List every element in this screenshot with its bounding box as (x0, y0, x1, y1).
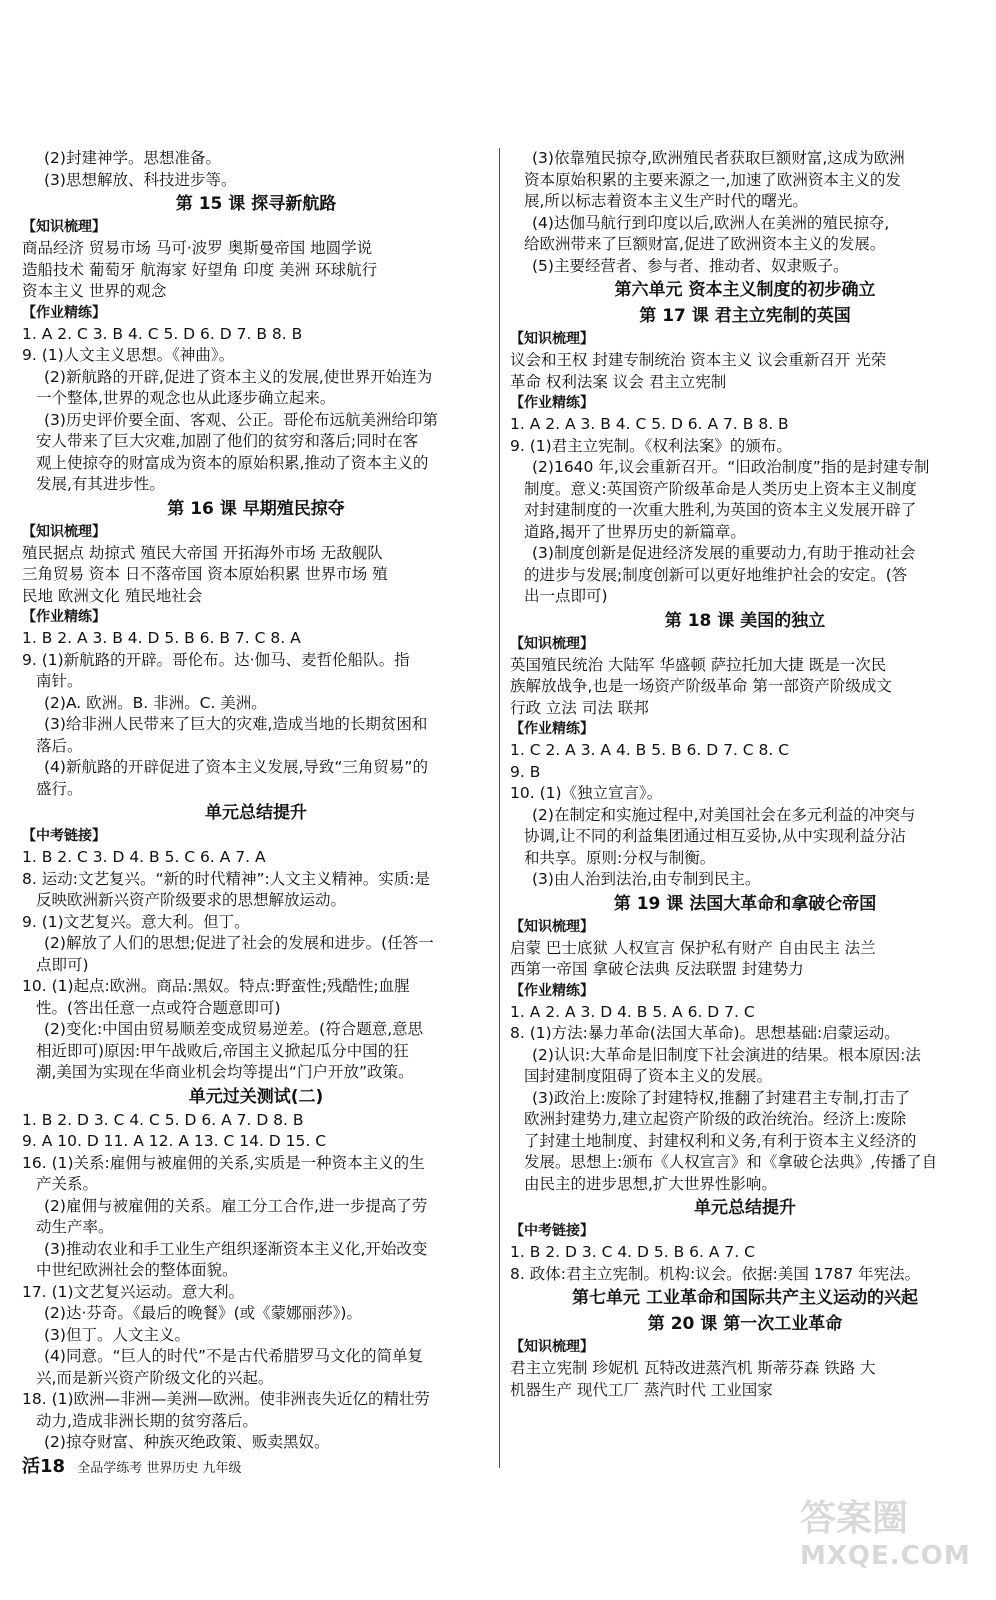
subsection-label: 【作业精练】 (510, 395, 594, 411)
text-line: 1. B 2. D 3. C 4. D 5. B 6. A 7. C (510, 1243, 755, 1261)
left-column (22, 148, 490, 1454)
continuation-line: 兴,而是新兴资产阶级文化的兴起。 (36, 1368, 274, 1387)
text-line: 民地 欧洲文化 殖民地社会 (22, 586, 203, 605)
text-line: 9. (1)君主立宪制。《权利法案》的颁布。 (510, 436, 792, 455)
subsection-label: 【知识梳理】 (510, 635, 594, 652)
subsection-label: 【作业精练】 (510, 982, 594, 999)
answer-line: (2)封建神学。思想准备。 (44, 149, 221, 167)
text-line: 君主立宪制 珍妮机 瓦特改进蒸汽机 斯蒂芬森 铁路 大 (510, 1359, 876, 1377)
continuation-line: 给欧洲带来了巨额财富,促进了欧洲资本主义的发展。 (524, 235, 886, 253)
continuation-line: 盛行。 (36, 779, 83, 798)
subsection-label: 【作业精练】 (22, 304, 106, 321)
text-line: 英国殖民统治 大陆军 华盛顿 萨拉托加大捷 既是一次民 (510, 655, 887, 674)
continuation-line: 出一点即可) (524, 587, 608, 605)
answer-line: (3)政治上:废除了封建特权,推翻了封建君主专制,打击了 (532, 1088, 911, 1107)
section-heading: 第 16 课 早期殖民掠夺 (167, 498, 345, 519)
text-line: 8. (1)方法:暴力革命(法国大革命)。思想基础:启蒙运动。 (510, 1024, 900, 1042)
watermark-text: 答案圈 (800, 1497, 909, 1539)
continuation-line: 潮,美国为实现在华商业机会均等提出“门户开放”政策。 (36, 1063, 414, 1081)
subsection-label: 【知识梳理】 (510, 918, 594, 935)
section-heading: 第 19 课 法国大革命和拿破仑帝国 (613, 893, 877, 914)
answer-line: (4)达伽马航行到印度以后,欧洲人在美洲的殖民掠夺, (532, 213, 890, 232)
continuation-line: 发展,有其进步性。 (36, 475, 165, 493)
continuation-line: 协调,让不同的利益集团通过相互妥协,从中实现利益分沾 (524, 827, 906, 845)
text-line: 1. B 2. C 3. D 4. B 5. C 6. A 7. A (22, 848, 266, 866)
answer-line: (2)认识:大革命是旧制度下社会演进的结果。根本原因:法 (532, 1045, 921, 1064)
page-footer (22, 1452, 241, 1478)
text-line: 8. 运动:文艺复兴。“新的时代精神”:人文主义精神。实质:是 (22, 869, 430, 888)
text-line: 9. (1)文艺复兴。意大利。但丁。 (22, 912, 250, 931)
text-line: 行政 立法 司法 联邦 (510, 698, 649, 717)
continuation-line: 相近即可)原因:甲午战败后,帝国主义掀起瓜分中国的狂 (36, 1041, 409, 1060)
section-heading: 第 17 课 君主立宪制的英国 (639, 306, 851, 326)
subsection-label: 【知识梳理】 (510, 331, 594, 347)
subsection-label: 【中考链接】 (22, 828, 106, 844)
text-line: 1. B 2. A 3. B 4. D 5. B 6. B 7. C 8. A (22, 629, 301, 647)
answer-line: (3)由人治到法治,由专制到民主。 (532, 870, 761, 888)
text-line: 1. A 2. C 3. B 4. C 5. D 6. D 7. B 8. B (22, 324, 303, 343)
text-line: 议会和王权 封建专制统治 资本主义 议会重新召开 光荣 (510, 351, 887, 369)
text-line: 8. 政体:君主立宪制。机构:议会。依据:美国 1787 年宪法。 (510, 1264, 921, 1283)
continuation-line: 反映欧洲新兴资产阶级要求的思想解放运动。 (36, 891, 347, 909)
text-line: 造船技术 葡萄牙 航海家 好望角 印度 美洲 环球航行 (22, 260, 378, 279)
column-divider (499, 148, 500, 1468)
continuation-line: 观上使掠夺的财富成为资本的原始积累,推动了资本主义的 (36, 453, 429, 472)
section-heading: 第 18 课 美国的独立 (664, 610, 826, 631)
text-line: 10. (1)起点:欧洲。商品:黑奴。特点:野蛮性;残酷性;血腥 (22, 977, 410, 995)
watermark-url: MXQE.COM (800, 1541, 971, 1571)
text-line: 17. (1)文艺复兴运动。意大利。 (22, 1282, 245, 1301)
continuation-line: 中世纪欧洲社会的整体面貌。 (36, 1261, 238, 1279)
watermark-logo (800, 1490, 980, 1585)
continuation-line: 一个整体,世界的观念也从此逐步确立起来。 (36, 389, 336, 407)
continuation-line: 制度。意义:英国资产阶级革命是人类历史上资本主义制度 (524, 479, 917, 498)
continuation-line: 和共享。原则:分权与制衡。 (524, 848, 716, 867)
continuation-line: 了封建土地制度、封建权利和义务,有利于资本主义经济的 (524, 1131, 917, 1150)
text-line: 启蒙 巴士底狱 人权宣言 保护私有财产 自由民主 法兰 (510, 938, 876, 957)
book-title: 全品学练考 世界历史 九年级 (77, 1461, 242, 1476)
answer-line: (3)历史评价要全面、客观、公正。哥伦布远航美洲给印第 (44, 410, 438, 429)
continuation-line: 性。(答出任意一点或符合题意即可) (36, 998, 281, 1017)
subsection-label: 【作业精练】 (510, 721, 594, 737)
continuation-line: 道路,揭开了世界历史的新篇章。 (524, 522, 746, 541)
continuation-line: 对封建制度的一次重大胜利,为英国的资本主义发展开辟了 (524, 501, 917, 519)
continuation-line: 展,所以标志着资本主义生产时代的曙光。 (524, 192, 808, 210)
continuation-line: 产关系。 (36, 1175, 99, 1193)
text-line: 商品经济 贸易市场 马可·波罗 奥斯曼帝国 地圆学说 (22, 239, 373, 257)
answer-line: (2)新航路的开辟,促进了资本主义的发展,使世界开始连为 (44, 367, 433, 386)
answer-line: (2)掠夺财富、种族灭绝政策、贩卖黑奴。 (44, 1433, 330, 1451)
text-line: 9. B (510, 762, 541, 781)
continuation-line: 动力,造成非洲长期的贫穷落后。 (36, 1411, 258, 1430)
text-line: 1. B 2. D 3. C 4. C 5. D 6. A 7. D 8. B (22, 1110, 304, 1129)
text-line: 1. C 2. A 3. A 4. B 5. B 6. D 7. C 8. C (510, 741, 790, 759)
subsection-label: 【作业精练】 (22, 609, 106, 625)
continuation-line: 国封建制度阻碍了资本主义的发展。 (524, 1067, 773, 1085)
answer-line: (3)思想解放、科技进步等。 (44, 170, 237, 189)
answer-line: (5)主要经营者、参与者、推动者、奴隶贩子。 (532, 256, 849, 275)
text-line: 9. A 10. D 11. A 12. A 13. C 14. D 15. C (22, 1132, 327, 1150)
text-line: 9. (1)新航路的开辟。哥伦布。达·伽马、麦哲伦船队。指 (22, 650, 410, 669)
text-line: 16. (1)关系:雇佣与被雇佣的关系,实质是一种资本主义的生 (22, 1153, 425, 1172)
text-line: 族解放战争,也是一场资产阶级革命 第一部资产阶级成文 (510, 677, 892, 695)
continuation-line: 资本原始积累的主要来源之一,加速了欧洲资本主义的发 (524, 170, 901, 189)
text-line: 资本主义 世界的观念 (22, 282, 167, 300)
answer-line: (2)达·芬奇。《最后的晚餐》(或《蒙娜丽莎》)。 (44, 1304, 362, 1322)
subsection-label: 【知识梳理】 (510, 1339, 594, 1355)
answer-line: (4)同意。“巨人的时代”不是古代希腊罗马文化的简单复 (44, 1347, 424, 1365)
text-line: 18. (1)欧洲—非洲—美洲—欧洲。使非洲丧失近亿的精壮劳 (22, 1390, 431, 1408)
continuation-line: 由民主的进步思想,扩大世界性影响。 (524, 1174, 777, 1193)
answer-line: (2)雇佣与被雇佣的关系。雇工分工合作,进一步提高了劳 (44, 1196, 428, 1215)
answer-line: (2)在制定和实施过程中,对美国社会在多元利益的冲突与 (532, 805, 916, 824)
answer-line: (3)推动农业和手工业生产组织逐渐资本主义化,开始改变 (44, 1239, 428, 1258)
text-line: 1. A 2. A 3. B 4. C 5. D 6. A 7. B 8. B (510, 415, 789, 433)
continuation-line: 点即可) (36, 955, 89, 974)
answer-line: (3)但丁。人文主义。 (44, 1325, 190, 1344)
continuation-line: 发展。思想上:颁布《人权宣言》和《拿破仑法典》,传播了自 (524, 1153, 938, 1171)
answer-line: (2)解放了人们的思想;促进了社会的发展和进步。(任答一 (44, 934, 434, 952)
continuation-line: 安人带来了巨大灾难,加剧了他们的贫穷和落后;同时在客 (36, 432, 419, 450)
text-line: 机器生产 现代工厂 蒸汽时代 工业国家 (510, 1380, 773, 1399)
subsection-label: 【中考链接】 (510, 1223, 594, 1239)
text-line: 10. (1)《独立宣言》。 (510, 784, 663, 802)
text-line: 西第一帝国 拿破仑法典 反法联盟 封建势力 (510, 960, 804, 978)
text-line: 9. (1)人文主义思想。《神曲》。 (22, 346, 235, 364)
answer-line: (3)制度创新是促进经济发展的重要动力,有助于推动社会 (532, 544, 916, 562)
section-heading: 第七单元 工业革命和国际共产主义运动的兴起 (572, 1288, 918, 1308)
subsection-label: 【知识梳理】 (22, 219, 106, 235)
continuation-line: 南针。 (36, 672, 83, 690)
text-line: 1. A 2. A 3. D 4. B 5. A 6. D 7. C (510, 1002, 755, 1021)
continuation-line: 落后。 (36, 736, 83, 755)
continuation-line: 欧洲封建势力,建立起资产阶级的政治统治。经济上:废除 (524, 1110, 907, 1128)
right-column (510, 148, 980, 1401)
continuation-line: 动生产率。 (36, 1218, 114, 1236)
continuation-line: 的进步与发展;制度创新可以更好地维护社会的安定。(答 (524, 565, 908, 584)
answer-line: (2)1640 年,议会重新召开。“旧政治制度”指的是封建专制 (532, 458, 930, 476)
section-heading: 单元总结提升 (205, 803, 307, 823)
answer-line: (3)依靠殖民掠夺,欧洲殖民者获取巨额财富,这成为欧洲 (532, 149, 905, 167)
section-heading: 第 20 课 第一次工业革命 (647, 1314, 843, 1334)
text-line: 殖民据点 劫掠式 殖民大帝国 开拓海外市场 无敌舰队 (22, 543, 383, 562)
section-heading: 第六单元 资本主义制度的初步确立 (614, 280, 876, 300)
answer-line: (4)新航路的开辟促进了资本主义发展,导致“三角贸易”的 (44, 758, 428, 776)
answer-line: (2)变化:中国由贸易顺差变成贸易逆差。(符合题意,意思 (44, 1020, 424, 1038)
section-heading: 单元总结提升 (694, 1198, 796, 1218)
answer-line: (2)A. 欧洲。B. 非洲。C. 美洲。 (44, 693, 267, 712)
subsection-label: 【知识梳理】 (22, 523, 106, 540)
page-number: 活18 (22, 1456, 66, 1477)
text-line: 三角贸易 资本 日不落帝国 资本原始积累 世界市场 殖 (22, 565, 388, 583)
text-line: 革命 权利法案 议会 君主立宪制 (510, 372, 727, 391)
section-heading: 单元过关测试(二) (188, 1086, 324, 1107)
section-heading: 第 15 课 探寻新航路 (175, 194, 337, 214)
answer-line: (3)给非洲人民带来了巨大的灾难,造成当地的长期贫困和 (44, 715, 428, 733)
